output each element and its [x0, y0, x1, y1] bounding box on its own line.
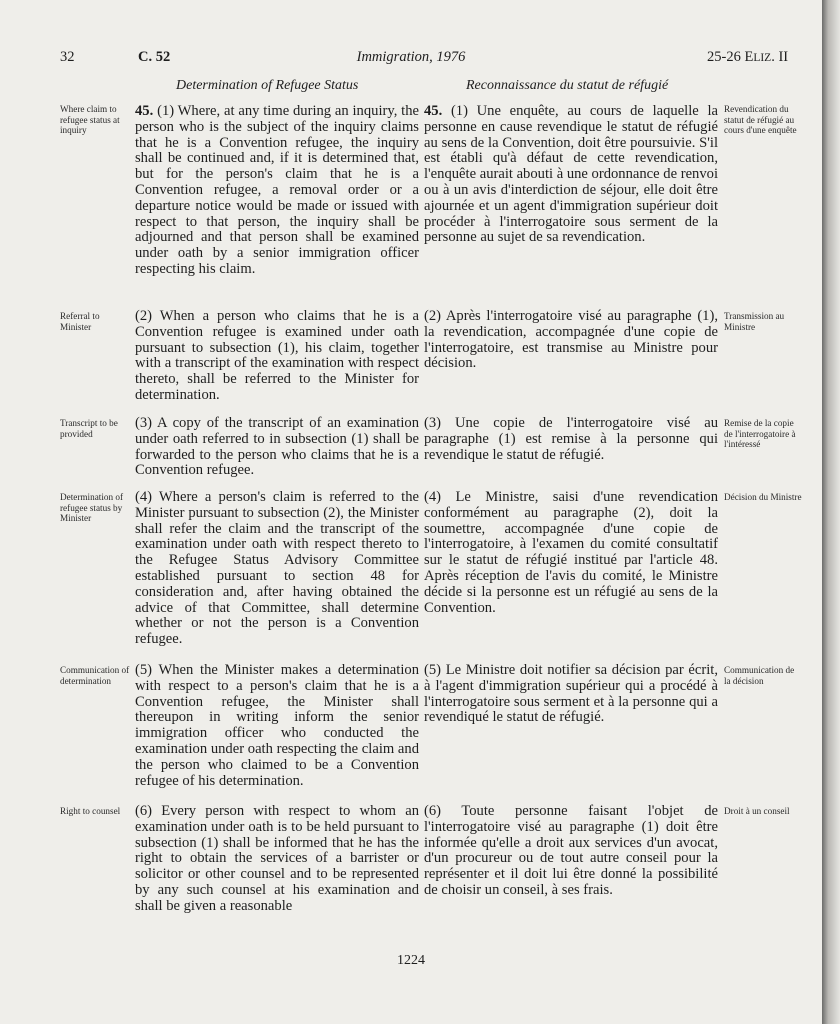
- margin-note-en: Communication of determination: [60, 665, 130, 686]
- section-heading-fr: Reconnaissance du statut de réfugié: [466, 78, 669, 93]
- margin-note-fr: Revendication du statut de réfugié au cours d'une enquête: [724, 104, 797, 136]
- paragraph-en: (4) Where a person's claim is referred to the Minister pursuant to subsection (2), the Minister shall refer the claim and the transcript of the examination under oath with respect thereto to the Refugee Status Advisory Committee established pursuant to section 48 for consideration and, after having obtained the advice of that Committee, shall determine whether or not the person is a Convention refugee.: [135, 489, 419, 648]
- paragraph-en: (5) When the Minister makes a determination with respect to a person's claim that he is a Convention refugee, the Minister shall thereupon in writing inform the senior immigration officer who conducted the examination under oath respecting the claim and the person who claimed to be a Convention refugee of his determination.: [135, 662, 419, 789]
- page-binding-edge: [822, 0, 840, 1024]
- section-number: 45.: [424, 103, 443, 119]
- margin-note-en: Right to counsel: [60, 806, 121, 816]
- paragraph-fr: (3) Une copie de l'interrogatoire visé au paragraphe (1) est remise à la personne qui revendique le statut de réfugié.: [424, 415, 718, 463]
- section-heading-en: Determination of Refugee Status: [176, 78, 359, 93]
- margin-note-en: Where claim to refugee status at inquiry: [60, 104, 120, 136]
- paragraph-fr: (4) Le Ministre, saisi d'une revendication conformément au paragraphe (2), doit la soumettre, accompagnée d'une copie de l'interrogatoire, à l'examen du comité consultatif sur le statut de réfugié institué par l'article 48. Après réception de l'avis du comité, le Ministre décide si la personne est un réfugié au sens de la Convention.: [424, 489, 718, 616]
- margin-note-fr: Communication de la décision: [724, 665, 795, 686]
- paragraph-en: (3) A copy of the transcript of an examination under oath referred to in subsection (1) shall be forwarded to the person who claims that he is a Convention refugee.: [135, 415, 419, 479]
- paragraph-en: (2) When a person who claims that he is a Convention refugee is examined under oath pursuant to subsection (1), his claim, together with a transcript of the examination with respect thereto, shall be referred to the Minister for determination.: [135, 308, 419, 403]
- margin-note-fr: Droit à un conseil: [724, 806, 790, 816]
- margin-note-en: Referral to Minister: [60, 311, 100, 332]
- running-title: Immigration, 1976: [356, 49, 466, 65]
- margin-note-fr: Transmission au Ministre: [724, 311, 785, 332]
- paragraph-en: 45. (1) Where, at any time during an inquiry, the person who is the subject of the inquiry claims that he is a Convention refugee, the inquiry shall be continued and, if it is determined that, but for the person's claim that he is a Convention refugee, a removal order or a departure notice would be made or issued with respect to that person, the inquiry shall be adjourned and that person shall be examined under oath by a senior immigration officer respecting his claim.: [135, 103, 420, 277]
- paragraph-fr: (2) Après l'interrogatoire visé au paragraphe (1), la revendication, accompagnée d'une copie de l'interrogatoire, est transmise au Ministre pour décision.: [424, 308, 718, 372]
- section-number: 45.: [135, 103, 154, 119]
- paragraph-fr: 45. (1) Une enquête, au cours de laquelle la personne en cause revendique le statut de réfugié au sens de la Convention, doit être poursuivie. S'il est établi qu'à défaut de cette revendication, l'enquête aurait abouti à une ordonnance de renvoi ou à un avis d'interdiction de séjour, elle doit être ajournée et un agent d'immigration supérieur doit procéder à l'interrogatoire sous serment de la personne au sujet de sa revendication.: [424, 103, 718, 246]
- margin-note-fr: Remise de la copie de l'interrogatoire à l'intéressé: [724, 418, 796, 450]
- chapter-number: C. 52: [138, 49, 171, 65]
- folio-number: 1224: [397, 953, 425, 968]
- regnal-year: 25-26 ELIZ. II: [707, 49, 789, 65]
- margin-note-fr: Décision du Ministre: [724, 492, 802, 502]
- paragraph-fr: (5) Le Ministre doit notifier sa décision par écrit, à l'agent d'immigration supérieur qui a procédé à l'interrogatoire sous serment et à la personne qui a revendiqué le statut de réfugié.: [424, 662, 718, 726]
- paragraph-en: (6) Every person with respect to whom an examination under oath is to be held pursuant to subsection (1) shall be informed that he has the right to obtain the services of a barrister or solicitor or other counsel and to be represented by any such counsel at his examination and shall be given a reasonable: [135, 803, 419, 914]
- margin-note-en: Transcript to be provided: [60, 418, 118, 439]
- page-number: 32: [60, 49, 75, 65]
- margin-note-en: Determination of refugee status by Minister: [60, 492, 124, 524]
- paragraph-fr: (6) Toute personne faisant l'objet de l'interrogatoire visé au paragraphe (1) doit être informée qu'elle a droit aux services d'un avocat, d'un procureur ou de tout autre conseil pour la représenter et il doit lui être donné la possibilité de choisir un conseil, à ses frais.: [424, 803, 718, 898]
